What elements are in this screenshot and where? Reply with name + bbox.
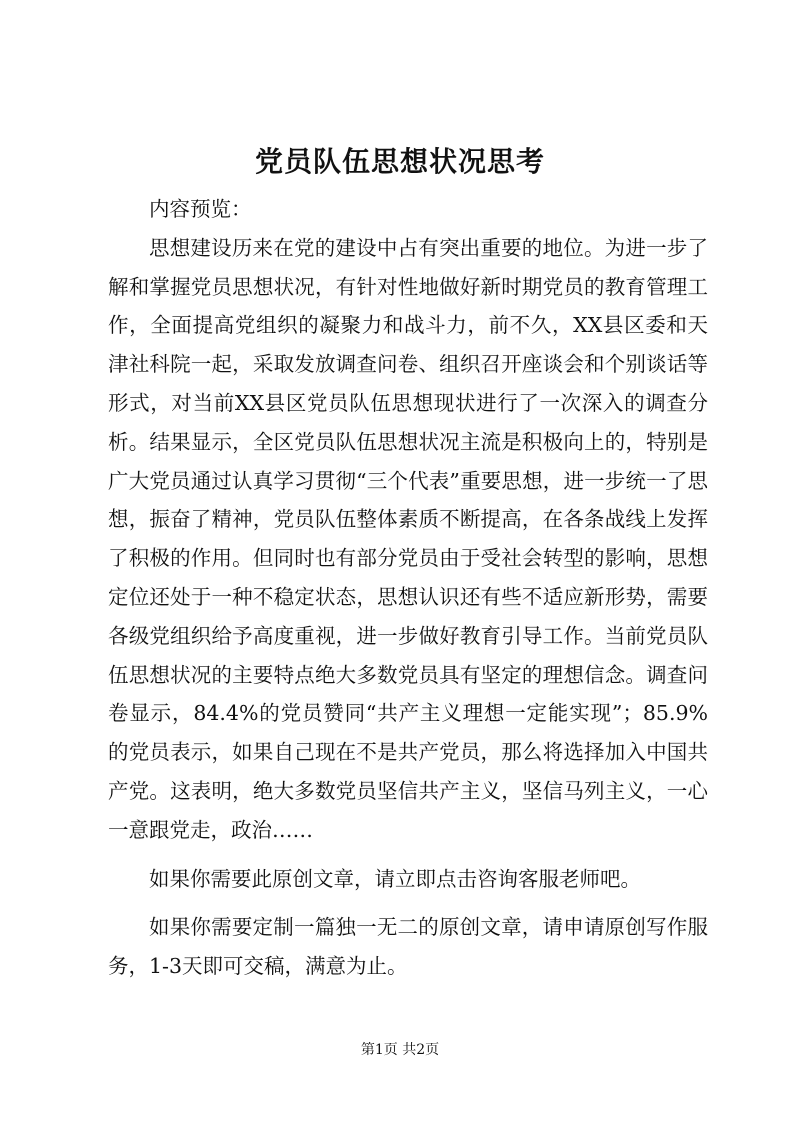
document-body	[108, 190, 708, 986]
document-title: 党员队伍思想状况思考	[254, 145, 545, 178]
main-paragraph: 思想建设历来在党的建设中占有突出重要的地位。为进一步了解和掌握党员思想状况，有针对性地做好新时期党员的教育管理工作，全面提高党组织的凝聚力和战斗力，前不久，XX县区委和天津社科院一起，采取发放调查问卷、组织召开座谈会和个别谈话等形式，对当前XX县区党员队伍思想现状进行了一次深入的调查分析。结果显示，全区党员队伍思想状况主流是积极向上的，特别是广大党员通过认真学习贯彻“三个代表”重要思想，进一步统一了思想，振奋了精神，党员队伍整体素质不断提高，在各条战线上发挥了积极的作用。但同时也有部分党员由于受社会转型的影响，思想定位还处于一种不稳定状态，思想认识还有些不适应新形势，需要各级党组织给予高度重视，进一步做好教育引导工作。当前党员队伍思想状况的主要特点绝大多数党员具有坚定的理想信念。调查问卷显示，84.4%的党员赞同“共产主义理想一定能实现”；85.9%的党员表示，如果自己现在不是共产党员，那么将选择加入中国共产党。这表明，绝大多数党员坚信共产主义，坚信马列主义，一心一意跟党走，政治……	[108, 235, 708, 842]
promo-paragraph-1: 如果你需要此原创文章，请立即点击咨询客服老师吧。	[149, 866, 641, 891]
page-indicator: 第1页 共2页	[360, 1042, 440, 1058]
promo-paragraph-2: 如果你需要定制一篇独一无二的原创文章，请申请原创写作服务，1-3天即可交稿，满意为止。	[108, 915, 708, 979]
preview-label: 内容预览：	[149, 197, 252, 221]
